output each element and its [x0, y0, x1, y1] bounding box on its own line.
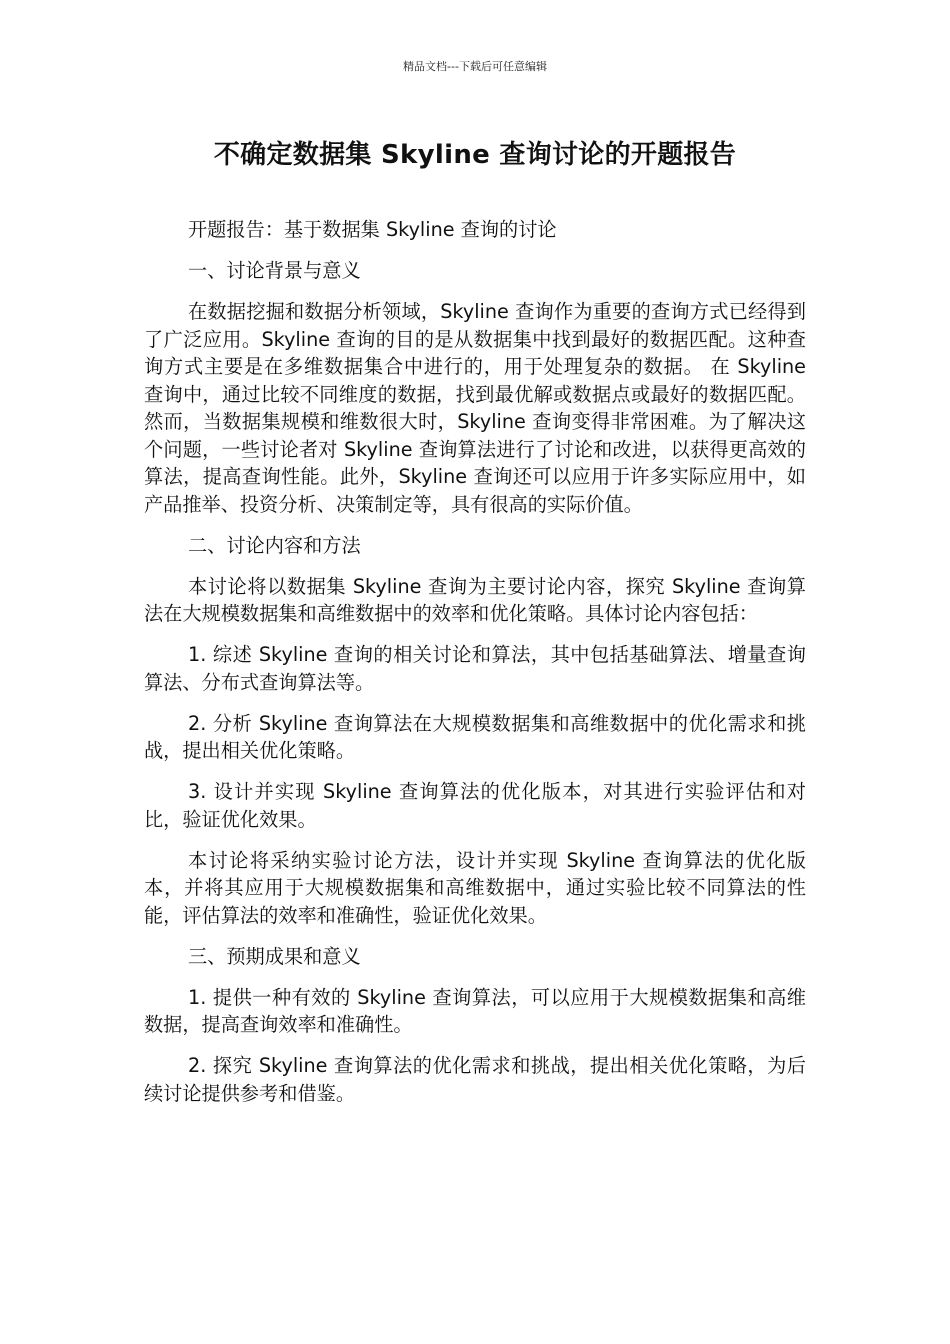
section-heading-background: 一、讨论背景与意义	[188, 259, 361, 282]
list-item: 1. 综述 Skyline 查询的相关讨论和算法，其中包括基础算法、增量查询算法、分布式查询算法等。	[144, 643, 806, 694]
paragraph-method: 本讨论将采纳实验讨论方法，设计并实现 Skyline 查询算法的优化版本，并将其应用于大规模数据集和高维数据中，通过实验比较不同算法的性能，评估算法的效率和准确性，验证优化效果。	[144, 848, 806, 927]
list-item: 1. 提供一种有效的 Skyline 查询算法，可以应用于大规模数据集和高维数据，提高查询效率和准确性。	[144, 985, 806, 1036]
section-heading-content: 二、讨论内容和方法	[188, 533, 361, 557]
report-subtitle: 开题报告：基于数据集 Skyline 查询的讨论	[188, 218, 557, 241]
header-note: 精品文档---下载后可任意编辑	[403, 60, 547, 73]
document-body	[144, 216, 806, 1121]
list-item: 3. 设计并实现 Skyline 查询算法的优化版本，对其进行实验评估和对比，验证优化效果。	[144, 780, 806, 831]
paragraph-background: 在数据挖掘和数据分析领域，Skyline 查询作为重要的查询方式已经得到了广泛应用。Skyline 查询的目的是从数据集中找到最好的数据匹配。这种查询方式主要是在多维数据集合中进行的，用于处理复杂的数据。 在 Skyline 查询中，通过比较不同维度的数据，找到最优解或数据点或最好的数据匹配。然而，当数据集规模和维数很大时，Skyline 查询变得非常困难。为了解决这个问题，一些讨论者对 Skyline 查询算法进行了讨论和改进，以获得更高效的算法，提高查询性能。此外，Skyline 查询还可以应用于许多实际应用中，如产品推举、投资分析、决策制定等，具有很高的实际价值。	[144, 300, 806, 516]
list-item: 2. 探究 Skyline 查询算法的优化需求和挑战，提出相关优化策略，为后续讨论提供参考和借鉴。	[144, 1054, 806, 1105]
list-item: 2. 分析 Skyline 查询算法在大规模数据集和高维数据中的优化需求和挑战，提出相关优化策略。	[144, 711, 806, 762]
section-heading-results: 三、预期成果和意义	[188, 944, 361, 968]
paragraph-content-intro: 本讨论将以数据集 Skyline 查询为主要讨论内容，探究 Skyline 查询算法在大规模数据集和高维数据中的效率和优化策略。具体讨论内容包括：	[144, 574, 806, 625]
document-title: 不确定数据集 Skyline 查询讨论的开题报告	[213, 140, 737, 170]
